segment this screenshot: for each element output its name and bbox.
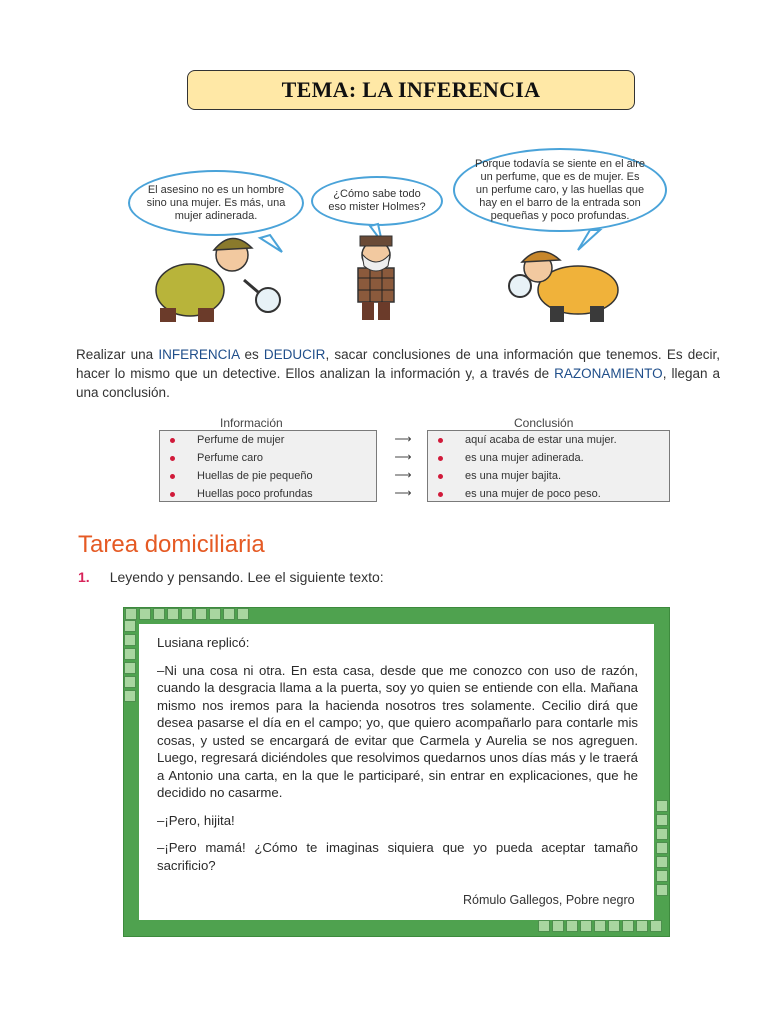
homework-heading: Tarea domiciliaria: [78, 531, 265, 558]
story-paragraph: –¡Pero mamá! ¿Cómo te imaginas siquiera que yo pueda aceptar tamaño sacrificio?: [157, 840, 638, 873]
info-item: [160, 467, 376, 485]
frame-square: [195, 608, 207, 620]
frame-square: [656, 870, 668, 882]
frame-square: [124, 662, 136, 674]
frame-square: [622, 920, 634, 932]
bullet-icon: [170, 474, 175, 479]
frame-square: [656, 814, 668, 826]
frame-square: [656, 842, 668, 854]
frame-square: [223, 608, 235, 620]
frame-square: [153, 608, 165, 620]
conclusion-text: aquí acaba de estar una mujer.: [465, 434, 617, 446]
detective-left-figure: [156, 238, 280, 322]
frame-square: [656, 828, 668, 840]
bullet-icon: [438, 456, 443, 461]
intro-text-2: es: [239, 347, 264, 362]
frame-square: [124, 634, 136, 646]
intro-text-1: Realizar una: [76, 347, 159, 362]
info-column-header: Información: [220, 416, 283, 430]
conclusion-text: es una mujer bajita.: [465, 470, 561, 482]
conclusion-text: es una mujer adinerada.: [465, 452, 584, 464]
arrows-column: [385, 430, 421, 502]
frame-square: [139, 608, 151, 620]
bullet-icon: [170, 492, 175, 497]
arrow-icon: ⟶: [394, 450, 412, 464]
task-instruction: [78, 569, 384, 585]
page-title: TEMA: LA INFERENCIA: [281, 77, 541, 102]
intro-paragraph: [76, 345, 720, 402]
bullet-icon: [438, 492, 443, 497]
info-item: [160, 431, 376, 449]
bubble-left-text: El asesino no es un hombre sino una mujer. Es más, una mujer adinerada.: [146, 183, 286, 222]
bullet-icon: [438, 438, 443, 443]
bullet-icon: [438, 474, 443, 479]
frame-square: [209, 608, 221, 620]
conclusion-column-header: Conclusión: [514, 416, 574, 430]
intro-text-4: , llegan a una conclusión.: [76, 366, 721, 400]
frame-square: [167, 608, 179, 620]
frame-square: [650, 920, 662, 932]
arrow-icon: ⟶: [394, 432, 412, 446]
detective-right-figure: [509, 251, 618, 322]
info-text: Huellas poco profundas: [197, 488, 313, 500]
frame-square: [594, 920, 606, 932]
arrow-icon: ⟶: [394, 468, 412, 482]
frame-square: [656, 800, 668, 812]
detective-illustration: [120, 150, 680, 330]
bubble-right-text: Porque todavía se siente en el aire un perfume, que es de mujer. Es un perfume caro, y las huellas que hay en el barro de la entrada son pequeñas y poco profundas.: [474, 157, 645, 222]
story-author: Rómulo Gallegos, Pobre negro: [463, 893, 635, 907]
info-item: [160, 449, 376, 467]
frame-square: [181, 608, 193, 620]
task-text: Leyendo y pensando. Lee el siguiente texto:: [109, 569, 384, 585]
conclusion-item: [428, 467, 669, 485]
frame-square: [566, 920, 578, 932]
conclusion-item: [428, 431, 669, 449]
title-box: [187, 70, 635, 110]
frame-square: [124, 620, 136, 632]
keyword-razonamiento: RAZONAMIENTO: [554, 366, 663, 381]
story-paragraph: –¡Pero, hijita!: [157, 812, 235, 828]
conclusion-item: [428, 485, 669, 503]
frame-square: [538, 920, 550, 932]
conclusion-table: [427, 430, 670, 502]
conclusion-text: es una mujer de poco peso.: [465, 488, 601, 500]
frame-square: [656, 884, 668, 896]
frame-square: [552, 920, 564, 932]
frame-square: [656, 856, 668, 868]
info-item: [160, 485, 376, 503]
frame-square: [580, 920, 592, 932]
info-text: Perfume caro: [197, 452, 264, 464]
info-table: [159, 430, 377, 502]
bullet-icon: [170, 438, 175, 443]
frame-square: [237, 608, 249, 620]
arrow-icon: ⟶: [394, 486, 412, 500]
assistant-figure: [358, 236, 394, 320]
keyword-inferencia: INFERENCIA: [158, 347, 240, 362]
frame-square: [124, 648, 136, 660]
frame-square: [636, 920, 648, 932]
bubble-middle-text: ¿Cómo sabe todo eso mister Holmes?: [328, 188, 426, 213]
story-paragraph: –Ni una cosa ni otra. En esta casa, desde que me conozco con uso de razón, cuando la desgracia llama a la puerta, soy yo quien se entiende con ella. Mañana mismo nos iremos para la hacienda nosotros tres solamente. Cecilio dirá que desea pasarse el día en el campo; yo, que quiero acompañarlo para contarle mis cosas, y usted se encargará de evitar que Carmela y Aurelia se nos agreguen. Luego, regresará diciéndoles que resolvimos quedarnos unos días más y le traerá a Antonio una carta, en la que le participaré, sin entrar en explicaciones, que he decidido no casarme.: [157, 662, 638, 800]
bullet-icon: [170, 456, 175, 461]
info-text: Perfume de mujer: [197, 434, 285, 446]
story-text: [157, 634, 638, 884]
frame-square: [124, 676, 136, 688]
task-number: 1.: [78, 569, 90, 585]
frame-square: [125, 608, 137, 620]
conclusion-item: [428, 449, 669, 467]
frame-square: [124, 690, 136, 702]
intro-text-3: , sacar conclusiones de una información que tenemos. Es decir, hacer lo mismo que un detective. Ellos analizan la información y, a través de: [76, 347, 720, 381]
info-text: Huellas de pie pequeño: [197, 470, 313, 482]
keyword-deducir: DEDUCIR: [263, 347, 326, 362]
story-paragraph: Lusiana replicó:: [157, 635, 250, 650]
frame-square: [608, 920, 620, 932]
